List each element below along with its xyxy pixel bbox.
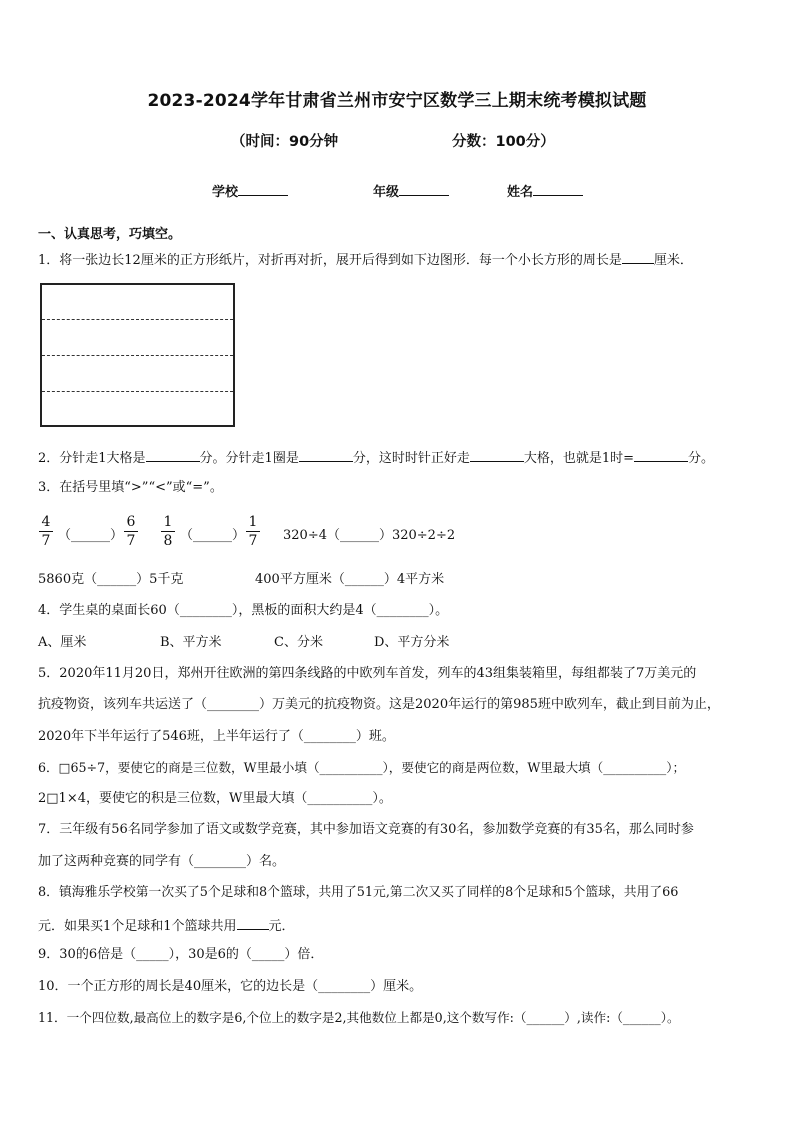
folded-paper-figure xyxy=(40,283,235,427)
fraction: 1 7 xyxy=(246,514,260,549)
answer-blank xyxy=(237,916,269,930)
grade-field xyxy=(373,181,449,200)
fold-line xyxy=(42,355,233,356)
answer-blank xyxy=(299,448,353,462)
compare-mass: 5860克（______）5千克 xyxy=(38,572,184,587)
section-heading: 一、认真思考，巧填空。 xyxy=(38,227,182,242)
answer-blank xyxy=(634,448,688,462)
exam-time: （时间：90分钟 xyxy=(231,134,339,150)
answer-blank xyxy=(470,448,524,462)
grade-blank xyxy=(399,181,449,196)
question-7-line-2: 加了这两种竞赛的同学有（________）名。 xyxy=(38,854,286,869)
option-d: D、平方分米 xyxy=(374,635,450,650)
school-label: 学校 xyxy=(212,185,239,200)
exam-score: 分数：100分） xyxy=(452,134,555,150)
question-5-line-3: 2020年下半年运行了546班，上半年运行了（________）班。 xyxy=(38,729,395,744)
question-2: 2．分针走1大格是 分。分针走1圈是 分，这时时针正好走 大格，也就是1时= 分。 xyxy=(38,448,714,467)
question-11: 11．一个四位数,最高位上的数字是6,个位上的数字是2,其他数位上都是0,这个数写作:（______）,读作:（______）。 xyxy=(38,1010,680,1025)
question-3: 3．在括号里填“>”“<”或“=”。 xyxy=(38,480,223,495)
name-field xyxy=(507,181,583,200)
name-blank xyxy=(533,181,583,196)
fraction: 6 7 xyxy=(124,514,138,549)
answer-blank xyxy=(146,448,200,462)
option-b: B、平方米 xyxy=(160,635,222,650)
question-7-line-1: 7．三年级有56名同学参加了语文或数学竞赛，其中参加语文竞赛的有30名，参加数学竞赛的有35名，那么同时参 xyxy=(38,822,694,837)
fold-line xyxy=(42,319,233,320)
question-6-line-1: 6．□65÷7，要使它的商是三位数，W里最小填（__________），要使它的商是两位数，W里最大填（__________）； xyxy=(38,760,686,775)
fold-line xyxy=(42,391,233,392)
compare-paren: （______） xyxy=(58,528,124,543)
compare-area: 400平方厘米（______）4平方米 xyxy=(255,572,445,587)
fraction: 1 8 xyxy=(161,514,175,549)
question-8-line-2: 元．如果买1个足球和1个篮球共用 元． xyxy=(38,916,295,935)
question-5-line-1: 5．2020年11月20日，郑州开往欧洲的第四条线路的中欧列车首发，列车的43组集装箱里，每组都装了7万美元的 xyxy=(38,666,697,681)
name-label: 姓名 xyxy=(507,185,534,200)
question-9: 9．30的6倍是（_____），30是6的（_____）倍． xyxy=(38,947,324,962)
question-10: 10．一个正方形的周长是40厘米，它的边长是（________）厘米。 xyxy=(38,979,423,994)
question-4: 4．学生桌的桌面长60（________），黑板的面积大约是4（________）。 xyxy=(38,603,449,618)
compare-paren: （______） xyxy=(180,528,246,543)
answer-blank xyxy=(622,250,654,264)
page-title: 2023-2024学年甘肃省兰州市安宁区数学三上期末统考模拟试题 xyxy=(147,91,647,111)
question-6-line-2: 2□1×4，要使它的积是三位数，W里最大填（__________）。 xyxy=(38,791,392,806)
grade-label: 年级 xyxy=(373,185,400,200)
compare-division: 320÷4（______）320÷2÷2 xyxy=(283,528,456,543)
question-1: 1．将一张边长12厘米的正方形纸片，对折再对折，展开后得到如下边图形．每一个小长方形的周长是 厘米． xyxy=(38,250,693,269)
question-8-line-1: 8．镇海雅乐学校第一次买了5个足球和8个篮球，共用了51元,第二次又买了同样的8个足球和5个篮球，共用了66 xyxy=(38,885,679,900)
question-5-line-2: 抗疫物资，该列车共运送了（________）万美元的抗疫物资。这是2020年运行的第985班中欧列车，截止到目前为止， xyxy=(38,697,720,712)
fraction: 4 7 xyxy=(39,514,53,549)
school-blank xyxy=(238,181,288,196)
option-a: A、厘米 xyxy=(38,635,87,650)
option-c: C、分米 xyxy=(274,635,323,650)
school-field xyxy=(212,181,288,200)
